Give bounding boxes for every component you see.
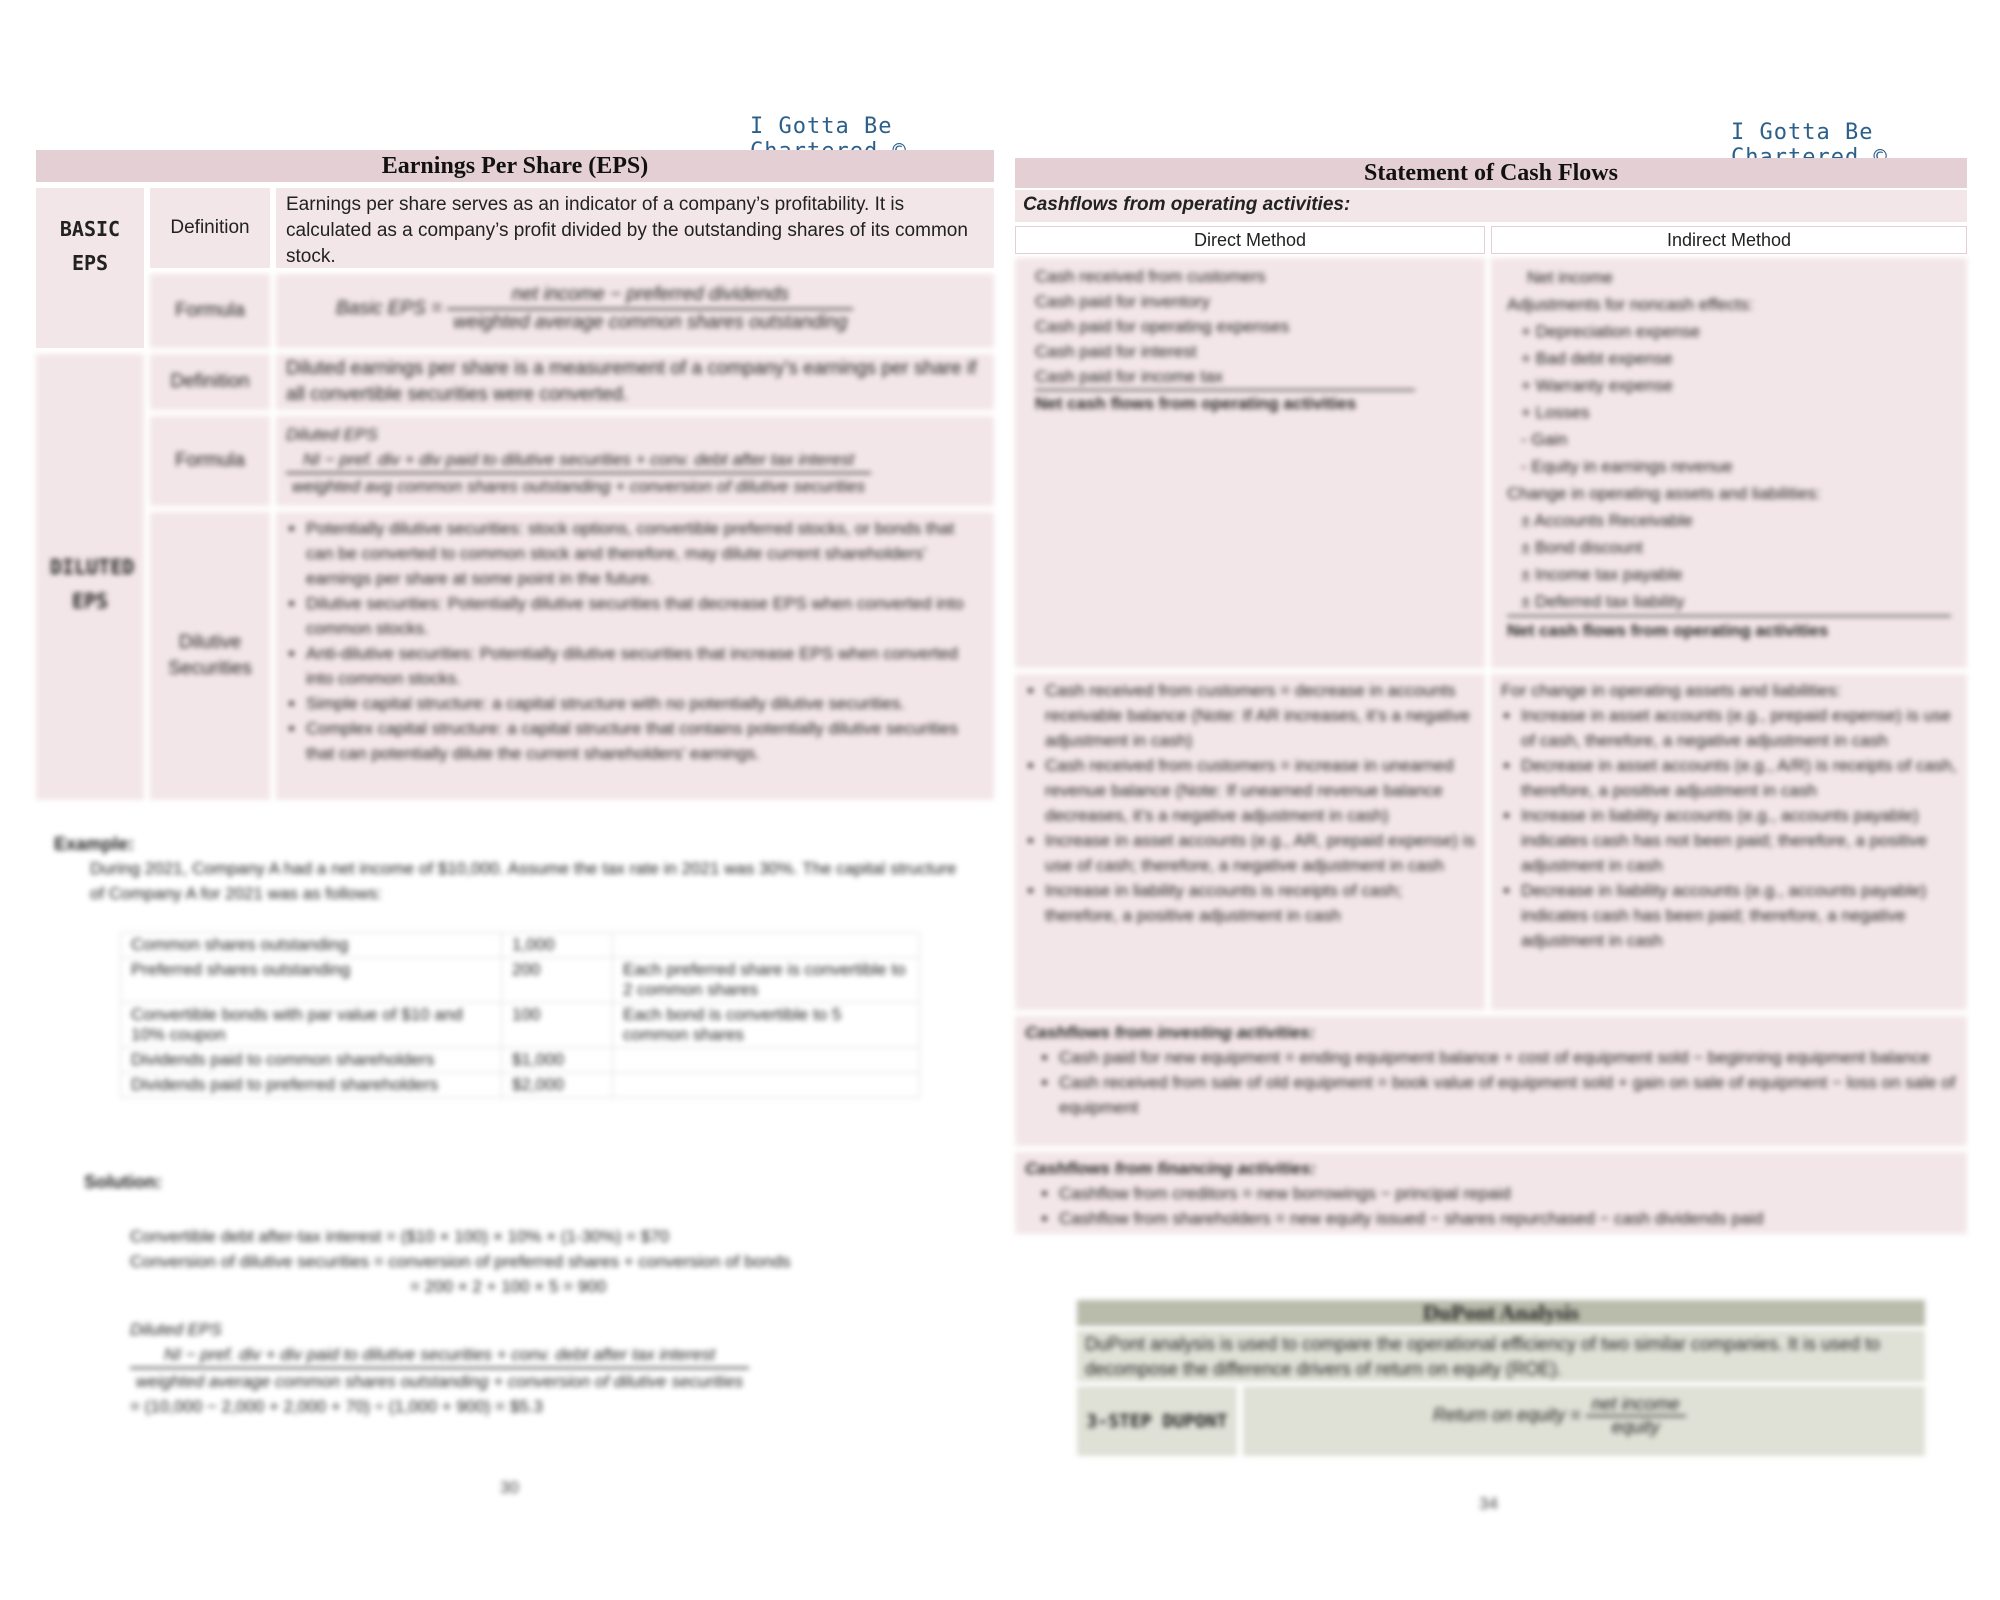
indirect-item: ± Income tax payable [1521,565,1683,584]
diluted-formula-lhs: Diluted EPS [286,425,378,444]
diluted-formula-label: Formula [150,416,270,506]
table-cell: 100 [502,1003,613,1048]
solution-formula-numerator: NI − pref. div + div paid to dilutive securities + conv. debt after tax interest [130,1342,749,1369]
table-row [121,1048,920,1073]
table-cell: $1,000 [502,1048,613,1073]
direct-note: • Cash received from customers = decrease in accounts receivable balance (Note: If AR increases, it’s a negative adjustment in cash) [1045,678,1475,753]
solution-formula-denominator: weighted average common shares outstanding + conversion of dilutive securities [136,1372,744,1391]
table-cell [613,933,920,958]
direct-note: • Cash received from customers = increase in unearned revenue balance (Note: If unearned revenue balance decreases, it’s a negative adjustment in cash) [1045,753,1475,828]
financing-item: • Cashflow from shareholders = new equity issued − shares repurchased − cash dividends paid [1059,1206,1957,1231]
dupont-title: DuPont Analysis [1077,1300,1925,1326]
direct-total: Net cash flows from operating activities [1035,394,1357,413]
direct-item: Cash paid for inventory [1035,292,1210,311]
table-cell: 200 [502,958,613,1003]
diluted-eps-label: DILUTED EPS [50,555,135,613]
basic-definition-text: Earnings per share serves as an indicator of a company’s profitability. It is calculated as a company’s profit divided by the outstanding shares of its common stock. [276,188,994,268]
direct-note: • Increase in asset accounts (e.g., AR, prepaid expense) is use of cash; therefore, a negative adjustment in cash [1045,828,1475,878]
table-cell [613,1073,920,1098]
indirect-item: ± Bond discount [1521,538,1643,557]
basic-definition-label: Definition [150,188,270,268]
page-number: 34 [1479,1494,1498,1513]
diluted-formula-numerator: NI − pref. div + div paid to dilutive securities + conv. debt after tax interest [286,447,871,474]
eps-title: Earnings Per Share (EPS) [36,150,994,182]
table-cell: Common shares outstanding [121,933,502,958]
indirect-method-list [1491,258,1967,668]
direct-item: Cash received from customers [1035,267,1266,286]
diluted-definition-text: Diluted earnings per share is a measurement of a company’s earnings per share if all convertible securities were converted. [276,354,994,410]
investing-section [1015,1016,1967,1146]
indirect-item: Net income [1527,268,1613,287]
solution-line: Convertible debt after-tax interest = ($10 × 100) × 10% × (1-30%) = $70 [130,1227,670,1246]
financing-item: • Cashflow from creditors = new borrowings − principal repaid [1059,1181,1957,1206]
example-table [120,932,920,1098]
basic-formula-label: Formula [150,274,270,348]
solution-formula-lhs: Diluted EPS [130,1320,222,1339]
indirect-item: + Bad debt expense [1521,349,1673,368]
indirect-note: • Decrease in liability accounts (e.g., accounts payable) indicates cash has been paid; therefore, a negative adjustment in cash [1521,878,1957,953]
direct-method-notes [1015,674,1485,1010]
page-number: 30 [500,1478,519,1497]
example-heading: Example: [54,834,135,854]
basic-formula-numerator: net income − preferred dividends [447,282,853,310]
dupont-formula-numerator: net income [1586,1394,1686,1417]
dilutive-bullet: • Simple capital structure: a capital structure with no potentially dilutive securities. [306,691,984,716]
dupont-side-label: 3-STEP DUPONT [1077,1386,1237,1456]
diluted-formula-denominator: weighted avg common shares outstanding + conversion of dilutive securities [292,477,866,496]
direct-method-header: Direct Method [1015,226,1485,254]
investing-item: • Cash paid for new equipment = ending equipment balance + cost of equipment sold − beginning equipment balance [1059,1045,1957,1070]
indirect-item: Change in operating assets and liabilities: [1507,484,1821,503]
solution-block [130,1224,990,1419]
table-row [121,933,920,958]
brand-watermark: I Gotta Be [1731,120,1874,145]
dupont-formula-denominator: equity [1611,1417,1660,1437]
basic-formula [276,274,994,348]
indirect-total: Net cash flows from operating activities [1507,621,1829,640]
indirect-note: • Increase in liability accounts (e.g., accounts payable) indicates cash has not been paid; therefore, a positive adjustment in cash [1521,803,1957,878]
financing-section [1015,1152,1967,1234]
financing-heading: Cashflows from financing activities: [1025,1159,1316,1178]
indirect-item: + Warranty expense [1521,376,1673,395]
diluted-definition-label: Definition [150,354,270,410]
indirect-method-notes [1491,674,1967,1010]
dilutive-securities-label: Dilutive Securities [150,512,270,800]
table-cell: 1,000 [502,933,613,958]
table-cell: Preferred shares outstanding [121,958,502,1003]
indirect-item: + Losses [1521,403,1590,422]
investing-heading: Cashflows from investing activities: [1025,1023,1316,1042]
indirect-item: + Depreciation expense [1521,322,1701,341]
brand-watermark: I Gotta Be [750,114,893,139]
basic-formula-denominator: weighted average common shares outstanding [453,312,848,333]
operating-heading: Cashflows from operating activities: [1015,190,1967,222]
direct-note: • Increase in liability accounts is receipts of cash; therefore, a positive adjustment in cash [1045,878,1475,928]
indirect-item: ± Accounts Receivable [1521,511,1693,530]
indirect-item: Adjustments for noncash effects: [1507,295,1754,314]
solution-result: = (10,000 − 2,000 + 2,000 + 70) ÷ (1,000 + 900) = $5.3 [130,1397,543,1416]
dupont-formula [1243,1386,1925,1456]
dilutive-bullet: • Complex capital structure: a capital structure that contains potentially dilutive securities that can potentially dilute the current shareholders’ earnings. [306,716,984,766]
indirect-notes-intro: For change in operating assets and liabilities: [1501,681,1842,700]
table-cell: Each preferred share is convertible to 2 common shares [613,958,920,1003]
table-cell: Convertible bonds with par value of $10 and 10% coupon [121,1003,502,1048]
table-cell [613,1048,920,1073]
indirect-item: - Equity in earnings revenue [1521,457,1733,476]
solution-line: Conversion of dilutive securities = conversion of preferred shares + conversion of bonds [130,1252,791,1271]
table-cell: Dividends paid to preferred shareholders [121,1073,502,1098]
dilutive-bullet: • Dilutive securities: Potentially dilutive securities that decrease EPS when converted into common stocks. [306,591,984,641]
table-row [121,1073,920,1098]
table-cell: $2,000 [502,1073,613,1098]
example-intro: During 2021, Company A had a net income of $10,000. Assume the tax rate in 2021 was 30%. The capital structure of Company A for 2021 was as follows: [90,859,957,903]
investing-item: • Cash received from sale of old equipment = book value of equipment sold + gain on sale of equipment − loss on sale of equipment [1059,1070,1957,1120]
diluted-formula [276,416,994,506]
dilutive-securities-list [276,512,994,800]
dupont-formula-lhs: Return on equity = [1433,1404,1581,1425]
table-row [121,958,920,1003]
basic-formula-lhs: Basic EPS = [336,298,443,320]
direct-item: Cash paid for interest [1035,342,1197,361]
table-cell: Dividends paid to common shareholders [121,1048,502,1073]
solution-heading: Solution: [84,1172,162,1192]
left-page [30,110,995,1530]
solution-line: = 200 × 2 + 100 × 5 = 900 [410,1277,607,1296]
basic-eps-label: BASIC EPS [59,217,121,275]
indirect-note: • Decrease in asset accounts (e.g., A/R) is receipts of cash, therefore, a positive adjustment in cash [1521,753,1957,803]
indirect-item: - Gain [1521,430,1568,449]
dupont-description: DuPont analysis is used to compare the operational efficiency of two similar companies. It is used to decompose the difference drivers of return on equity (ROE). [1077,1330,1925,1382]
right-page [1015,120,1970,1540]
direct-method-list [1015,258,1485,668]
table-row [121,1003,920,1048]
indirect-method-header: Indirect Method [1491,226,1967,254]
dilutive-bullet: • Anti-dilutive securities: Potentially dilutive securities that increase EPS when converted into common stocks. [306,641,984,691]
direct-item: Cash paid for operating expenses [1035,317,1290,336]
table-cell: Each bond is convertible to 5 common shares [613,1003,920,1048]
direct-item: Cash paid for income tax [1035,364,1415,391]
indirect-item: ± Deferred tax liability [1507,588,1951,617]
dilutive-bullet: • Potentially dilutive securities: stock options, convertible preferred stocks, or bonds that can be converted to common stock and therefore, may dilute current shareholders’ earnings per share at some point in the future. [306,516,984,591]
cashflow-title: Statement of Cash Flows [1015,158,1967,188]
indirect-note: • Increase in asset accounts (e.g., prepaid expense) is use of cash, therefore, a negative adjustment in cash [1521,703,1957,753]
